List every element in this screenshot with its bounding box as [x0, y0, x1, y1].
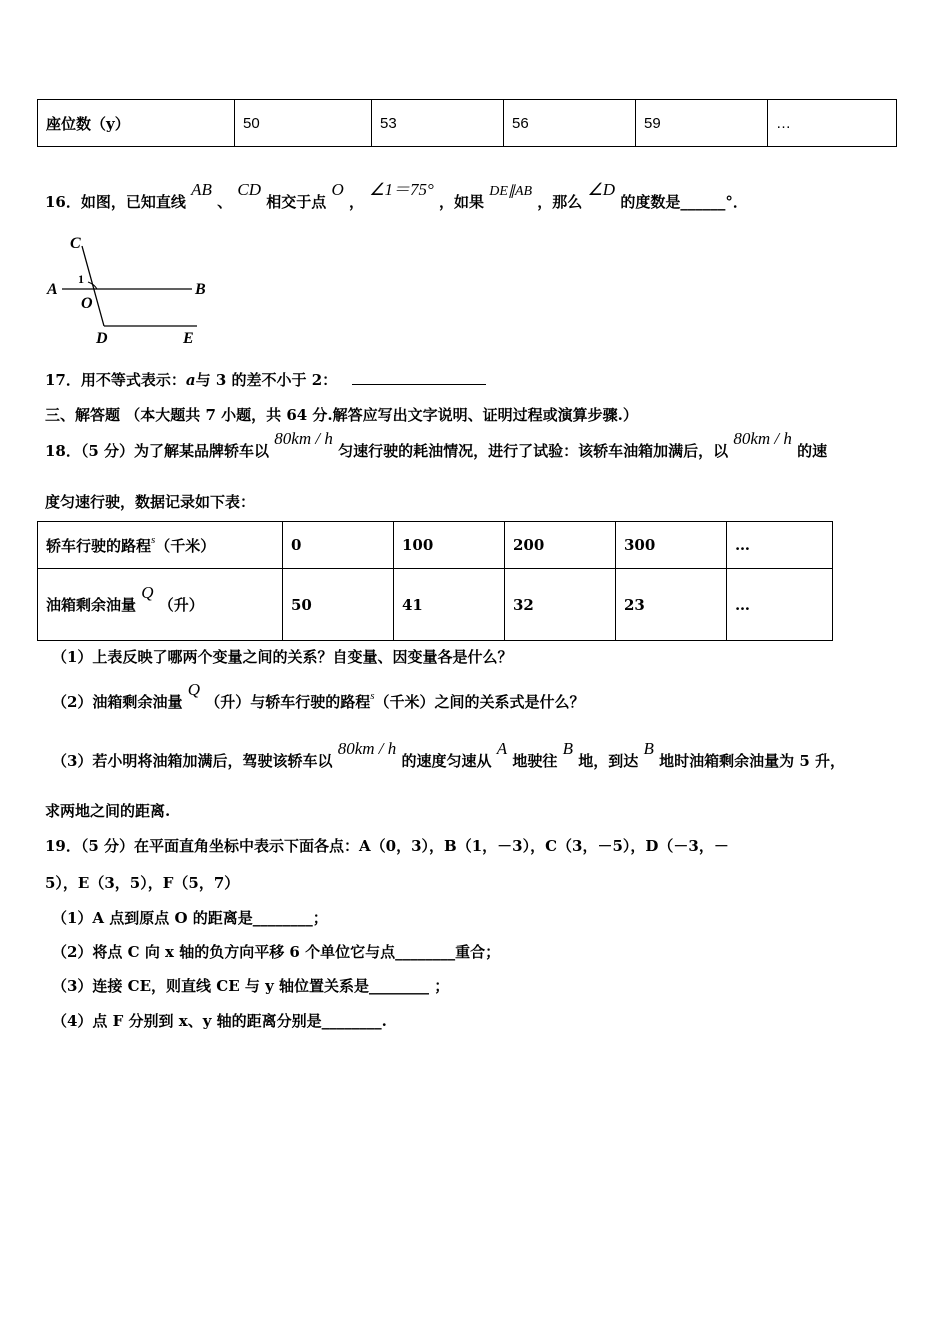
text: 匀速行驶的耗油情况，进行了试验：该轿车油箱加满后，以	[338, 442, 729, 460]
answer-blank[interactable]	[352, 384, 486, 385]
math-q: Q	[141, 583, 154, 602]
math-a: a	[185, 371, 196, 389]
question-16	[45, 180, 748, 212]
table-cell: 41	[394, 569, 505, 641]
text: 地时油箱剩余油量为 5 升，	[659, 752, 845, 770]
math-point-a: A	[496, 739, 508, 758]
text: （千米）之间的关系式是什么？	[374, 693, 585, 711]
text: （千米）	[155, 536, 216, 555]
math-speed: 80km / h	[337, 739, 397, 758]
label-b: B	[195, 281, 206, 298]
seat-table	[37, 99, 897, 147]
text: （3）若小明将油箱加满后，驾驶该轿车以	[52, 752, 333, 770]
text: 的速度匀速从	[401, 752, 492, 770]
math-angle: ∠1＝75°	[369, 180, 434, 199]
table-cell: 32	[505, 569, 616, 641]
question-18-sub3	[52, 739, 845, 771]
table-cell: 300	[616, 522, 727, 569]
math-cd: CD	[237, 180, 262, 199]
math-q: Q	[187, 680, 200, 699]
question-number: 16．	[45, 193, 81, 211]
question-19-sub1: （1）A 点到原点 O 的距离是________；	[52, 909, 328, 927]
table-cell: 23	[616, 569, 727, 641]
question-17	[45, 369, 486, 390]
question-number: 18．	[45, 442, 81, 460]
table-cell: 56	[504, 100, 636, 147]
geometry-figure	[42, 232, 222, 347]
table-row	[38, 569, 833, 641]
fuel-table	[37, 521, 833, 641]
question-19-sub2: （2）将点 C 向 x 轴的负方向平移 6 个单位它与点________重合；	[52, 943, 501, 961]
text: 、	[217, 193, 233, 211]
question-18-sub3-line2: 求两地之间的距离.	[45, 802, 171, 820]
table-cell: …	[727, 522, 833, 569]
math-s: s	[370, 690, 375, 702]
table-cell: …	[727, 569, 833, 641]
math-ab: AB	[191, 180, 212, 199]
label-c: C	[70, 235, 81, 252]
question-19-sub4: （4）点 F 分别到 x、y 轴的距离分别是________.	[52, 1012, 387, 1030]
question-18-sub1: （1）上表反映了哪两个变量之间的关系？自变量、因变量各是什么？	[52, 648, 513, 666]
question-19-line2: 5），E（3，5），F（5，7）	[45, 874, 240, 892]
question-18-sub2	[52, 680, 585, 712]
text: ，那么	[537, 193, 583, 211]
table-cell: 59	[636, 100, 768, 147]
text: （2）油箱剩余油量	[52, 693, 183, 711]
math-point-b: B	[562, 739, 573, 758]
text: （升）与轿车行驶的路程	[205, 693, 371, 711]
table-cell: …	[768, 100, 897, 147]
text: 地，到达	[578, 752, 639, 770]
table-cell: 50	[283, 569, 394, 641]
text: 轿车行驶的路程	[46, 536, 152, 555]
text: 与 3 的差不小于 2：	[195, 371, 338, 389]
line-cd	[82, 246, 104, 326]
question-18	[45, 429, 828, 461]
table-cell: 0	[283, 522, 394, 569]
label-o: O	[81, 295, 93, 312]
text: （升）	[158, 596, 204, 614]
question-18-line2: 度匀速行驶，数据记录如下表：	[45, 493, 256, 511]
table-cell	[38, 522, 283, 569]
table-cell: 50	[235, 100, 372, 147]
math-speed: 80km / h	[274, 429, 333, 448]
question-19: 19．（5 分）在平面直角坐标中表示下面各点：A（0，3），B（1，－3），C（3，－5），D（－3，－	[45, 837, 729, 855]
table-cell: 座位数（y）	[38, 100, 235, 147]
text: ，如果	[439, 193, 485, 211]
math-de-parallel: DE∥AB	[489, 184, 533, 199]
math-point-b: B	[643, 739, 654, 758]
table-cell: 53	[372, 100, 504, 147]
text: ，	[349, 193, 365, 211]
table-row	[38, 522, 833, 569]
text: 相交于点	[266, 193, 327, 211]
text: 用不等式表示：	[80, 371, 186, 389]
label-e: E	[183, 330, 194, 347]
label-a: A	[47, 281, 58, 298]
text: 的速	[797, 442, 828, 460]
question-number: 17．	[45, 371, 81, 389]
table-cell: 100	[394, 522, 505, 569]
text: 地驶往	[512, 752, 558, 770]
label-d: D	[96, 330, 108, 347]
table-cell: 200	[505, 522, 616, 569]
table-row	[38, 100, 897, 147]
text: （5 分）为了解某品牌轿车以	[80, 442, 270, 460]
math-speed: 80km / h	[733, 429, 792, 448]
section-heading: 三、解答题 （本大题共 7 小题，共 64 分.解答应写出文字说明、证明过程或演算步骤.）	[45, 406, 638, 424]
math-angle-d: ∠D	[587, 180, 616, 199]
label-angle-1: 1	[78, 272, 84, 286]
math-o: O	[331, 180, 344, 199]
text: 如图，已知直线	[80, 193, 186, 211]
text: 的度数是	[620, 193, 681, 211]
answer-blank[interactable]: ______	[680, 193, 726, 211]
table-cell	[38, 569, 283, 641]
text: 油箱剩余油量	[46, 596, 137, 614]
math-s: s	[151, 533, 156, 546]
question-19-sub3: （3）连接 CE，则直线 CE 与 y 轴位置关系是________ ；	[52, 977, 450, 995]
text: °．	[725, 193, 748, 211]
